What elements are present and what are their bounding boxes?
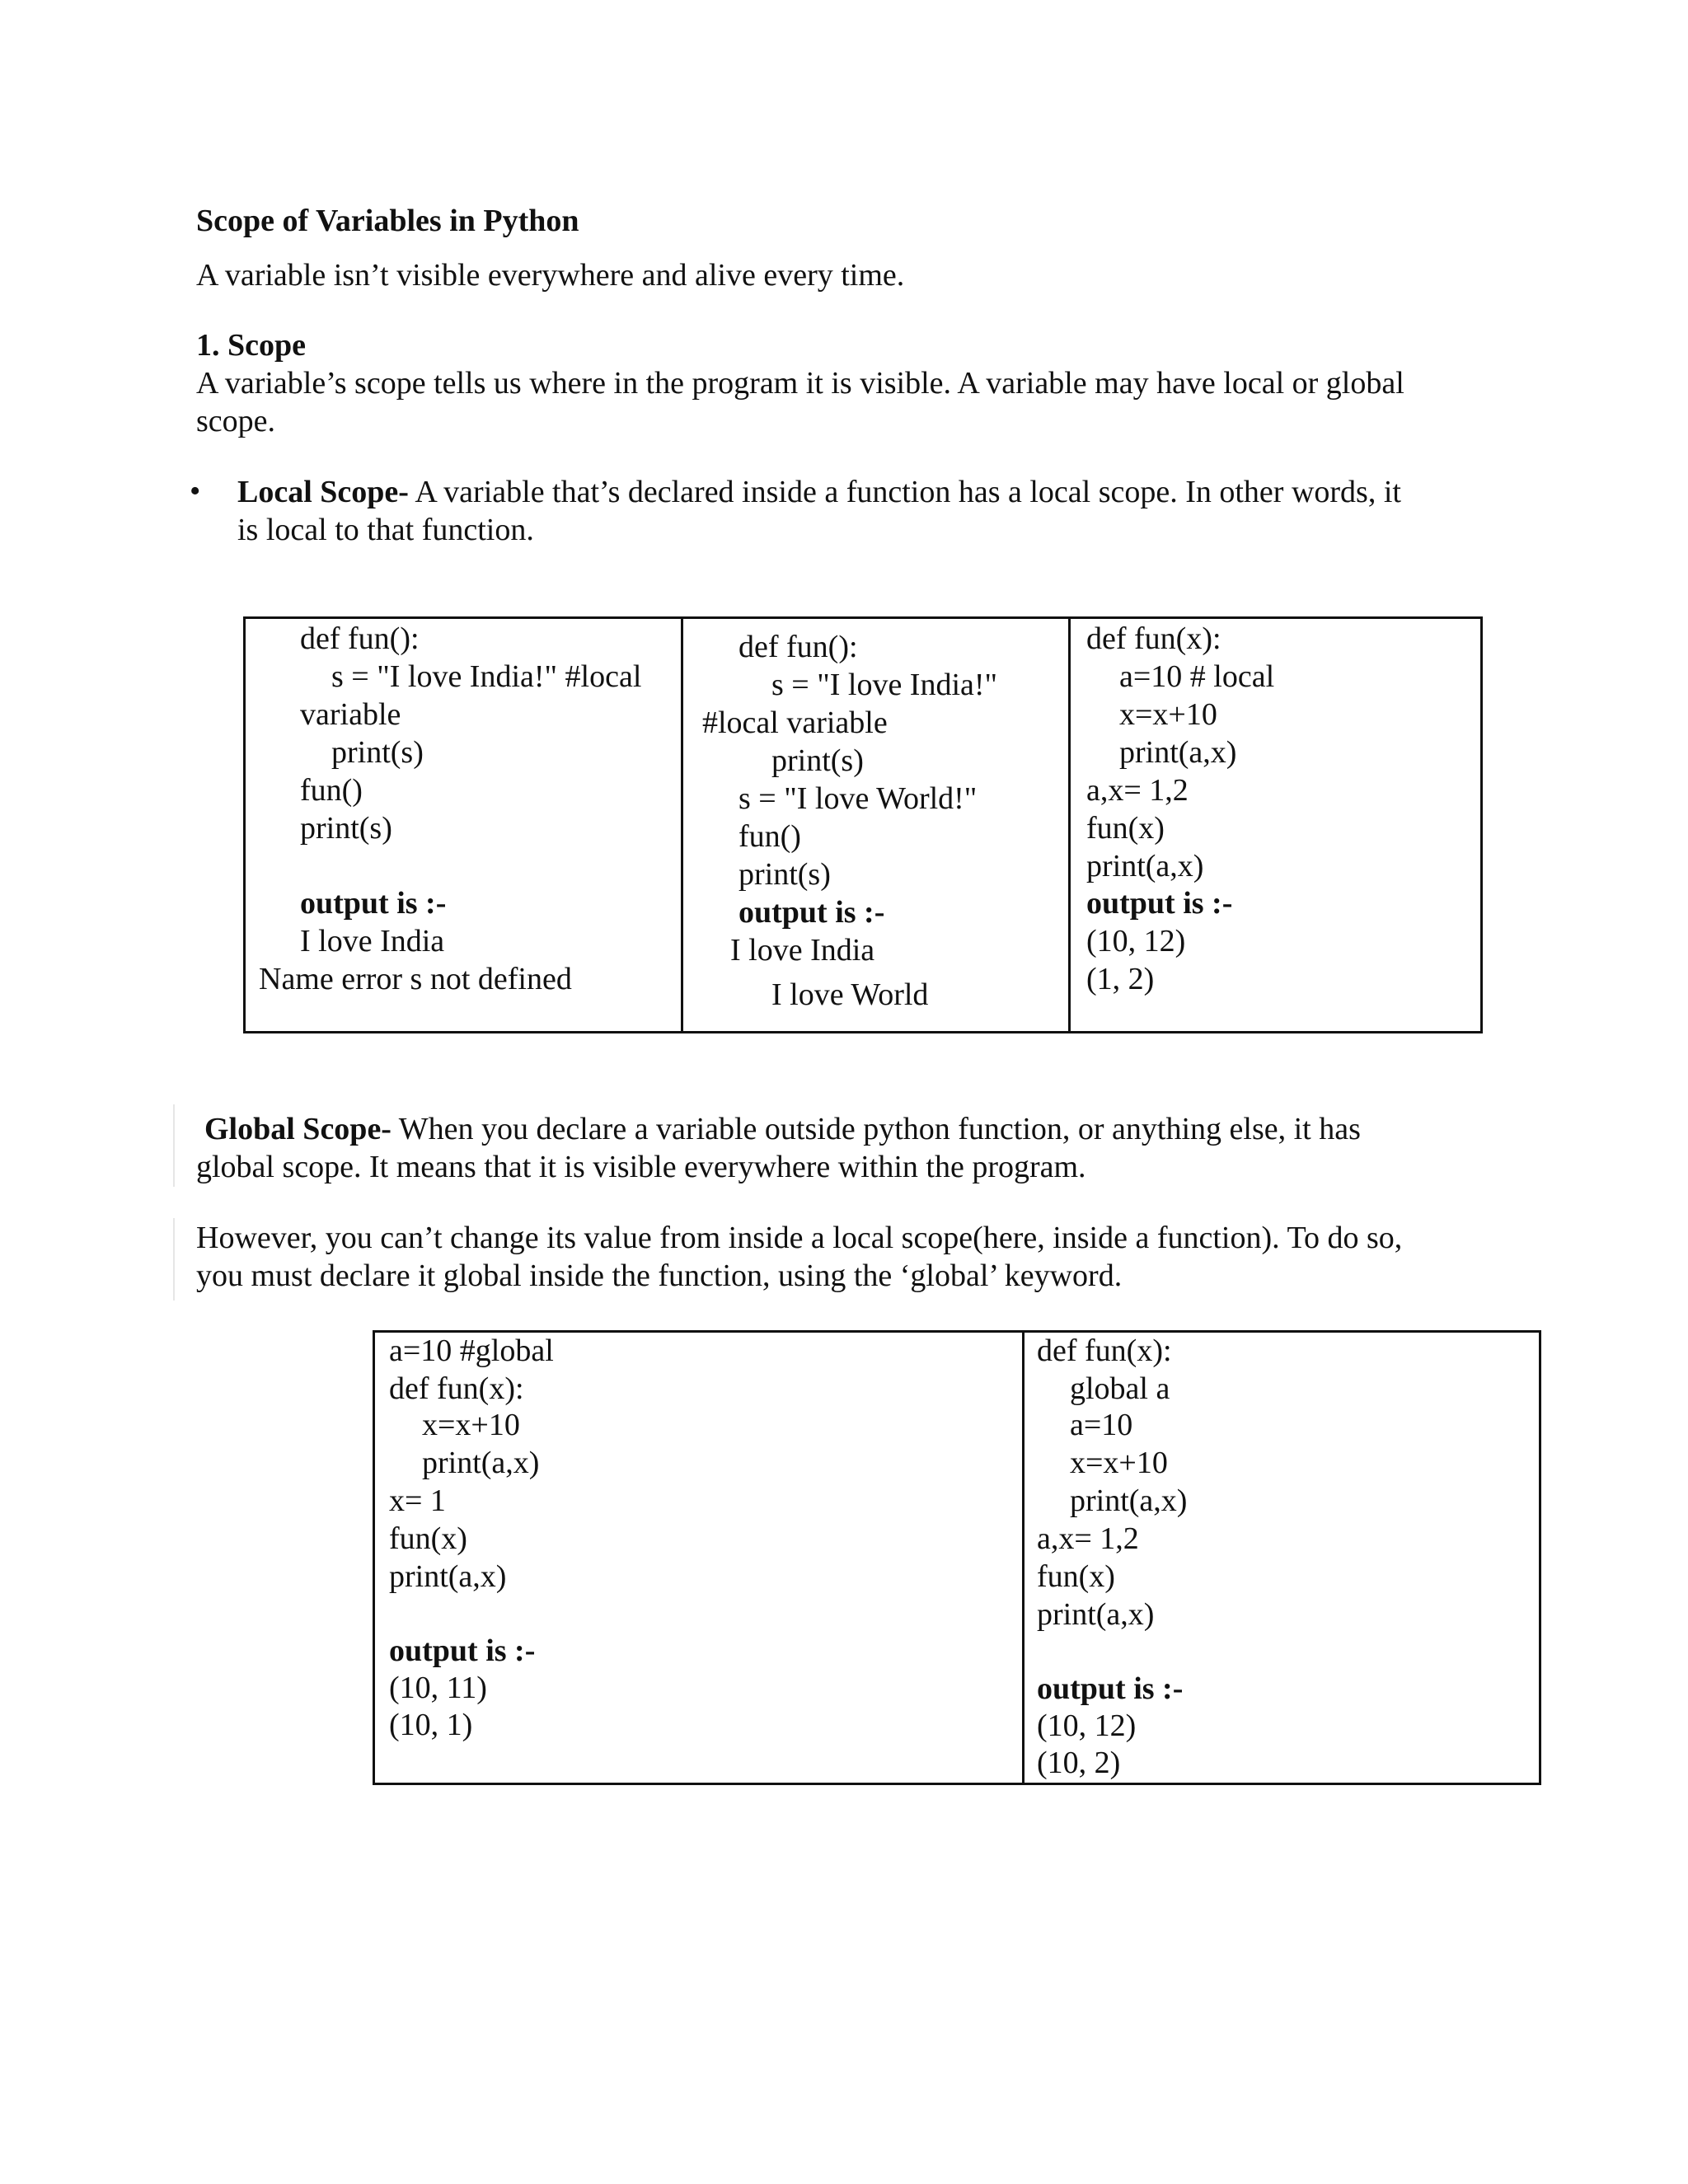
output-line: I love India bbox=[730, 933, 875, 968]
table-divider bbox=[1068, 616, 1071, 1033]
table-divider bbox=[1022, 1330, 1025, 1785]
output-line: I love India bbox=[300, 924, 445, 958]
local-scope-label: Local Scope- bbox=[237, 475, 409, 509]
code-line: a=10 bbox=[1070, 1408, 1133, 1442]
output-line: (10, 11) bbox=[389, 1671, 487, 1705]
code-line: print(a,x) bbox=[1119, 735, 1237, 770]
code-line: print(a,x) bbox=[389, 1559, 507, 1594]
output-line: Name error s not defined bbox=[259, 962, 572, 996]
code-line: def fun(x): bbox=[1086, 621, 1221, 656]
code-line: a=10 # local bbox=[1119, 659, 1275, 694]
output-line: (10, 2) bbox=[1037, 1746, 1121, 1780]
output-line: (10, 12) bbox=[1037, 1708, 1137, 1743]
code-line: s = "I love World!" bbox=[738, 781, 978, 816]
code-line: #local variable bbox=[702, 705, 888, 740]
page-title: Scope of Variables in Python bbox=[196, 204, 579, 238]
global-scope-line-3: However, you can’t change its value from inside a local scope(here, inside a function). To do so, bbox=[196, 1221, 1403, 1255]
code-line: x=x+10 bbox=[1070, 1446, 1168, 1480]
local-scope-text: A variable that’s declared inside a function has a local scope. In other words, it bbox=[408, 475, 1401, 509]
code-line: print(s) bbox=[300, 811, 392, 846]
output-label: output is :- bbox=[738, 895, 885, 930]
code-line: print(a,x) bbox=[1070, 1483, 1188, 1518]
code-line: print(s) bbox=[738, 857, 831, 892]
code-line: def fun(): bbox=[738, 630, 858, 664]
section-heading: 1. Scope bbox=[196, 328, 306, 363]
code-line: def fun(x): bbox=[389, 1371, 524, 1406]
section-text-line-1: A variable’s scope tells us where in the program it is visible. A variable may have local or global bbox=[196, 366, 1404, 401]
code-line: def fun(x): bbox=[1037, 1333, 1172, 1368]
global-scope-label: Global Scope- bbox=[204, 1112, 392, 1146]
output-line: I love World bbox=[771, 977, 929, 1012]
output-line: (10, 1) bbox=[389, 1708, 473, 1742]
code-line: print(a,x) bbox=[422, 1446, 540, 1480]
local-scope-line-1 bbox=[237, 473, 1401, 511]
code-line: s = "I love India!" bbox=[771, 668, 998, 702]
code-line: print(s) bbox=[331, 735, 424, 770]
code-line: variable bbox=[300, 697, 401, 732]
code-line: fun() bbox=[738, 819, 801, 854]
margin-mark bbox=[173, 1218, 175, 1301]
output-label: output is :- bbox=[300, 886, 447, 921]
code-line: a,x= 1,2 bbox=[1037, 1521, 1139, 1556]
code-line: fun(x) bbox=[1037, 1559, 1115, 1594]
global-scope-line-1 bbox=[204, 1110, 1361, 1148]
global-scope-line-4: you must declare it global inside the function, using the ‘global’ keyword. bbox=[196, 1258, 1123, 1293]
intro-text: A variable isn’t visible everywhere and alive every time. bbox=[196, 258, 905, 293]
output-label: output is :- bbox=[1086, 886, 1233, 921]
output-label: output is :- bbox=[389, 1633, 536, 1668]
output-line: (1, 2) bbox=[1086, 962, 1155, 996]
code-line: print(a,x) bbox=[1037, 1597, 1155, 1632]
code-line: x= 1 bbox=[389, 1483, 446, 1518]
table-divider bbox=[681, 616, 683, 1033]
output-line: (10, 12) bbox=[1086, 924, 1186, 958]
code-line: s = "I love India!" #local bbox=[331, 659, 642, 694]
section-text-line-2: scope. bbox=[196, 404, 276, 438]
code-line: a=10 #global bbox=[389, 1333, 554, 1368]
code-line: def fun(): bbox=[300, 621, 420, 656]
code-line: fun(x) bbox=[389, 1521, 467, 1556]
code-line: global a bbox=[1070, 1371, 1170, 1406]
global-scope-text: When you declare a variable outside python function, or anything else, it has bbox=[391, 1112, 1361, 1146]
code-line: x=x+10 bbox=[422, 1408, 520, 1442]
code-line: a,x= 1,2 bbox=[1086, 773, 1189, 808]
code-line: print(s) bbox=[771, 743, 864, 778]
code-line: fun() bbox=[300, 773, 363, 808]
global-scope-line-2: global scope. It means that it is visible everywhere within the program. bbox=[196, 1150, 1086, 1184]
global-scope-table bbox=[373, 1330, 1541, 1785]
local-scope-line-2: is local to that function. bbox=[237, 513, 534, 547]
code-line: x=x+10 bbox=[1119, 697, 1217, 732]
code-line: print(a,x) bbox=[1086, 849, 1204, 883]
output-label: output is :- bbox=[1037, 1671, 1184, 1706]
margin-mark bbox=[173, 1104, 175, 1187]
code-line: fun(x) bbox=[1086, 811, 1165, 846]
bullet-icon: • bbox=[190, 474, 201, 509]
